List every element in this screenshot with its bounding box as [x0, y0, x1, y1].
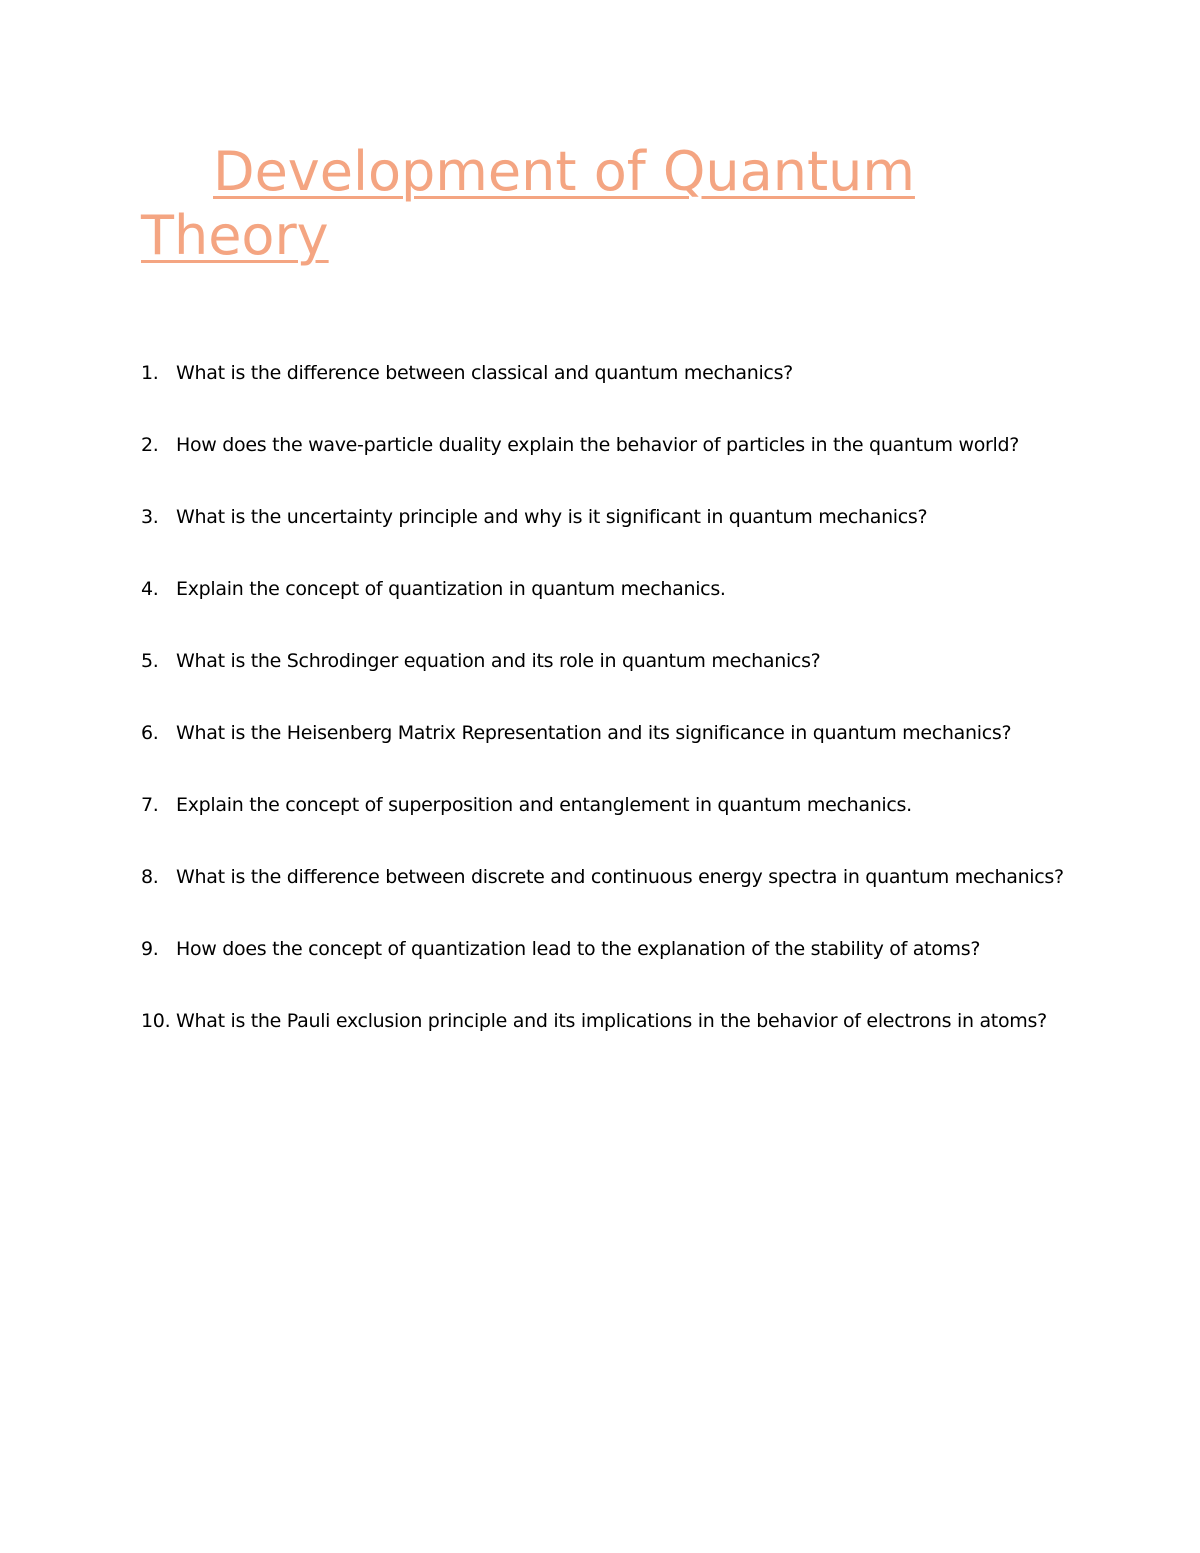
question-text: How does the concept of quantization lead to the explanation of the stability of atoms? [176, 938, 981, 960]
question-text: What is the Schrodinger equation and its role in quantum mechanics? [176, 650, 821, 672]
question-text: What is the difference between classical and quantum mechanics? [176, 362, 793, 384]
question-text: Explain the concept of superposition and entanglement in quantum mechanics. [176, 794, 912, 816]
question-item-10 [141, 985, 1081, 1057]
question-number: 7. [141, 794, 159, 816]
question-number: 2. [141, 434, 159, 456]
question-item-6 [141, 697, 1081, 769]
question-number: 6. [141, 722, 159, 744]
question-number: 4. [141, 578, 159, 600]
question-number: 5. [141, 650, 159, 672]
question-item-7 [141, 769, 1081, 841]
question-number: 10. [141, 1010, 171, 1032]
question-list [141, 337, 1081, 1057]
question-number: 1. [141, 362, 159, 384]
question-number: 3. [141, 506, 159, 528]
question-item-1 [141, 337, 1081, 409]
question-item-3 [141, 481, 1081, 553]
question-text: Explain the concept of quantization in quantum mechanics. [176, 578, 726, 600]
question-text: What is the Pauli exclusion principle and its implications in the behavior of electrons in atoms? [176, 1010, 1047, 1032]
question-item-9 [141, 913, 1081, 985]
question-text: What is the difference between discrete and continuous energy spectra in quantum mechanics? [176, 866, 1064, 888]
question-item-2 [141, 409, 1081, 481]
document-title: Development of Quantum Theory [141, 140, 915, 267]
question-text: What is the uncertainty principle and why is it significant in quantum mechanics? [176, 506, 928, 528]
question-item-5 [141, 625, 1081, 697]
question-item-8 [141, 841, 1081, 913]
question-text: How does the wave-particle duality explain the behavior of particles in the quantum world? [176, 434, 1020, 456]
question-item-4 [141, 553, 1081, 625]
question-text: What is the Heisenberg Matrix Representation and its significance in quantum mechanics? [176, 722, 1012, 744]
question-number: 8. [141, 866, 159, 888]
question-number: 9. [141, 938, 159, 960]
